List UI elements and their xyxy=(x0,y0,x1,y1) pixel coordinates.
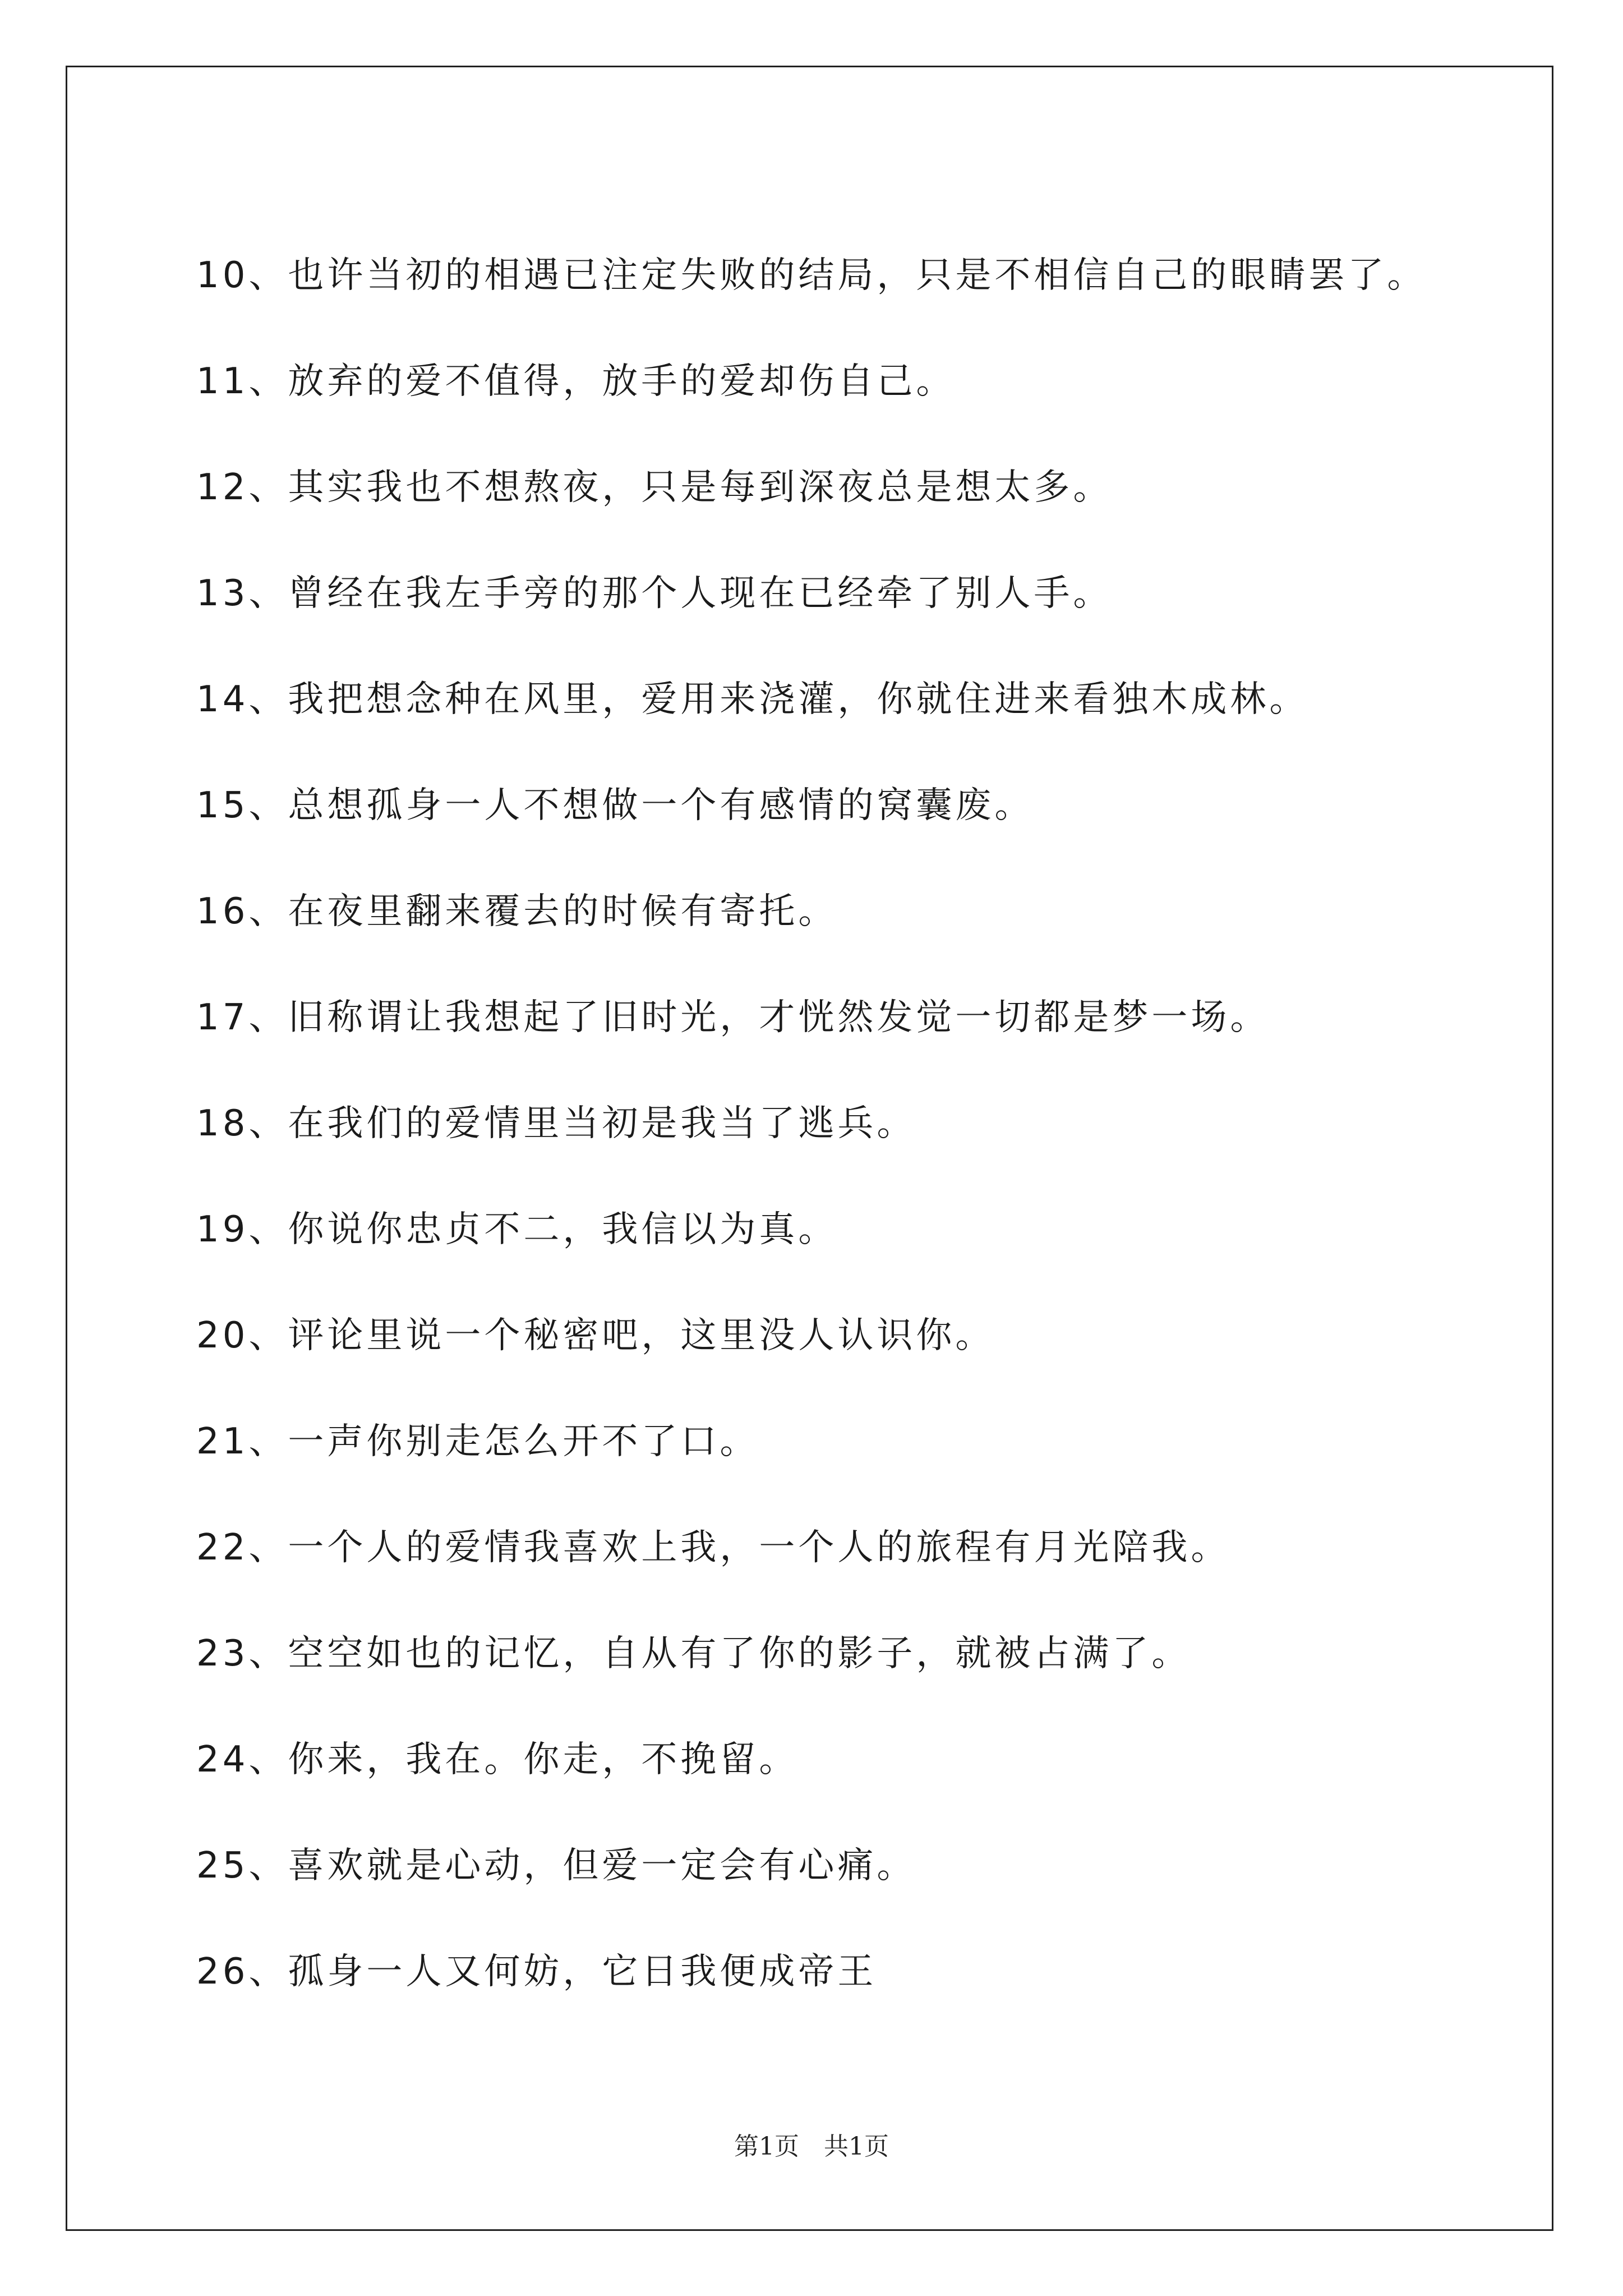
list-item: 20、评论里说一个秘密吧，这里没人认识你。 xyxy=(196,1314,995,1356)
page-footer xyxy=(0,2126,1623,2162)
quote-list xyxy=(196,219,1426,2021)
list-item: 25、喜欢就是心动，但爱一定会有心痛。 xyxy=(196,1844,916,1887)
list-item: 24、你来，我在。你走，不挽留。 xyxy=(196,1738,799,1780)
list-item: 10、也许当初的相遇已注定失败的结局，只是不相信自己的眼睛罢了。 xyxy=(196,254,1427,296)
list-item: 12、其实我也不想熬夜，只是每到深夜总是想太多。 xyxy=(196,466,1113,508)
list-item: 14、我把想念种在风里，爱用来浇灌，你就住进来看独木成林。 xyxy=(196,678,1309,720)
list-item: 23、空空如也的记忆，自从有了你的影子，就被占满了。 xyxy=(196,1632,1191,1674)
list-item: 22、一个人的爱情我喜欢上我，一个人的旅程有月光陪我。 xyxy=(196,1526,1230,1568)
list-item: 21、一声你别走怎么开不了口。 xyxy=(196,1420,759,1462)
list-item: 15、总想孤身一人不想做一个有感情的窝囊废。 xyxy=(196,784,1034,826)
list-item: 16、在夜里翻来覆去的时候有寄托。 xyxy=(196,890,838,932)
list-item: 11、放弃的爱不值得，放手的爱却伤自己。 xyxy=(196,360,956,402)
page-number-total: 共1页 xyxy=(824,2132,889,2161)
page-number-current: 第1页 xyxy=(734,2132,799,2161)
list-item: 17、旧称谓让我想起了旧时光，才恍然发觉一切都是梦一场。 xyxy=(196,996,1270,1038)
list-item: 26、孤身一人又何妨，它日我便成帝王 xyxy=(196,1950,877,1993)
list-item: 13、曾经在我左手旁的那个人现在已经牵了别人手。 xyxy=(196,572,1113,614)
list-item: 19、你说你忠贞不二，我信以为真。 xyxy=(196,1208,838,1250)
list-item: 18、在我们的爱情里当初是我当了逃兵。 xyxy=(196,1102,916,1144)
